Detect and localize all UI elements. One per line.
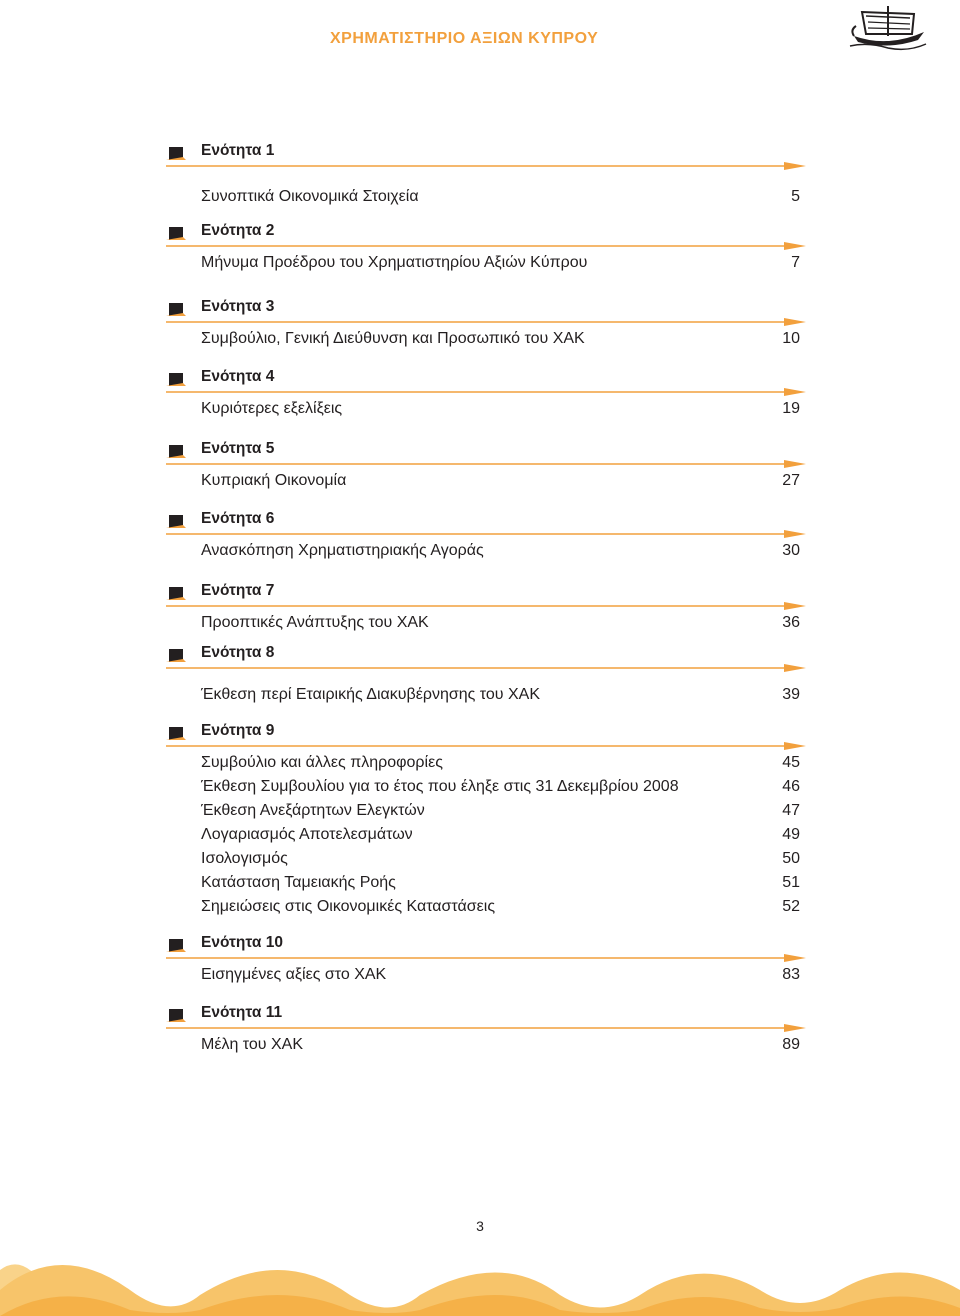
- entry-page-number: 7: [791, 254, 800, 271]
- page-number: 3: [476, 1218, 484, 1234]
- toc-entry[interactable]: [166, 252, 806, 276]
- entry-page-number: 52: [782, 898, 800, 915]
- entry-title: Συμβούλιο και άλλες πληροφορίες: [201, 754, 443, 771]
- arrow-divider-icon: [166, 530, 806, 538]
- entry-page-number: 10: [782, 330, 800, 347]
- square-bullet-icon: [166, 647, 186, 663]
- section-title: Ενότητα 2: [201, 222, 275, 239]
- entry-title: Προοπτικές Ανάπτυξης του ΧΑΚ: [201, 614, 429, 631]
- entry-page-number: 47: [782, 802, 800, 819]
- square-bullet-icon: [166, 145, 186, 161]
- entry-page-number: 45: [782, 754, 800, 771]
- entry-page-number: 51: [782, 874, 800, 891]
- section-title: Ενότητα 9: [201, 722, 275, 739]
- arrow-divider-icon: [166, 954, 806, 962]
- section-header: [166, 508, 806, 534]
- entry-title: Έκθεση Ανεξάρτητων Ελεγκτών: [201, 802, 425, 819]
- square-bullet-icon: [166, 301, 186, 317]
- square-bullet-icon: [166, 1007, 186, 1023]
- section-title: Ενότητα 10: [201, 934, 283, 951]
- arrow-divider-icon: [166, 742, 806, 750]
- entry-page-number: 36: [782, 614, 800, 631]
- arrow-divider-icon: [166, 1024, 806, 1032]
- square-bullet-icon: [166, 225, 186, 241]
- square-bullet-icon: [166, 585, 186, 601]
- toc-entry[interactable]: [166, 186, 806, 210]
- entry-title: Μήνυμα Προέδρου του Χρηματιστηρίου Αξιών Κύπρου: [201, 254, 588, 271]
- section-title: Ενότητα 5: [201, 440, 275, 457]
- toc-entry[interactable]: [166, 1034, 806, 1058]
- entry-title: Συνοπτικά Οικονομικά Στοιχεία: [201, 188, 419, 205]
- square-bullet-icon: [166, 443, 186, 459]
- toc-entry[interactable]: [166, 964, 806, 988]
- section-title: Ενότητα 1: [201, 142, 275, 159]
- entry-page-number: 19: [782, 400, 800, 417]
- entry-title: Ισολογισμός: [201, 850, 288, 867]
- arrow-divider-icon: [166, 242, 806, 250]
- wave-decoration: [0, 1250, 960, 1316]
- toc-section: [166, 220, 806, 276]
- section-title: Ενότητα 6: [201, 510, 275, 527]
- section-header: [166, 438, 806, 464]
- toc-entry[interactable]: [166, 684, 806, 708]
- toc-section: [166, 296, 806, 352]
- entry-title: Λογαριασμός Αποτελεσμάτων: [201, 826, 413, 843]
- toc-section: [166, 140, 806, 210]
- section-header: [166, 720, 806, 746]
- toc-entry[interactable]: [166, 776, 806, 800]
- section-header: [166, 932, 806, 958]
- entry-page-number: 46: [782, 778, 800, 795]
- section-header: [166, 140, 806, 166]
- toc-entry[interactable]: [166, 872, 806, 896]
- toc-section: [166, 580, 806, 636]
- toc-entry[interactable]: [166, 612, 806, 636]
- section-header: [166, 296, 806, 322]
- toc-entry[interactable]: [166, 848, 806, 872]
- toc-section: [166, 720, 806, 920]
- entry-page-number: 5: [791, 188, 800, 205]
- section-header: [166, 1002, 806, 1028]
- toc-section: [166, 366, 806, 422]
- entry-title: Κατάσταση Ταμειακής Ροής: [201, 874, 396, 891]
- section-header: [166, 366, 806, 392]
- toc-entry[interactable]: [166, 398, 806, 422]
- square-bullet-icon: [166, 371, 186, 387]
- arrow-divider-icon: [166, 162, 806, 170]
- entry-title: Μέλη του ΧΑΚ: [201, 1036, 304, 1053]
- section-title: Ενότητα 8: [201, 644, 275, 661]
- section-title: Ενότητα 7: [201, 582, 275, 599]
- entry-page-number: 27: [782, 472, 800, 489]
- toc-entry[interactable]: [166, 896, 806, 920]
- entry-title: Κυριότερες εξελίξεις: [201, 400, 343, 417]
- toc-entry[interactable]: [166, 752, 806, 776]
- entry-page-number: 50: [782, 850, 800, 867]
- entry-title: Συμβούλιο, Γενική Διεύθυνση και Προσωπικό του ΧΑΚ: [201, 330, 585, 347]
- toc-entry[interactable]: [166, 800, 806, 824]
- section-title: Ενότητα 3: [201, 298, 275, 315]
- entry-page-number: 89: [782, 1036, 800, 1053]
- section-title: Ενότητα 11: [201, 1004, 283, 1021]
- entry-page-number: 49: [782, 826, 800, 843]
- toc-section: [166, 642, 806, 708]
- arrow-divider-icon: [166, 318, 806, 326]
- entry-page-number: 30: [782, 542, 800, 559]
- square-bullet-icon: [166, 937, 186, 953]
- toc-section: [166, 438, 806, 494]
- section-header: [166, 580, 806, 606]
- entry-title: Εισηγμένες αξίες στο ΧΑΚ: [201, 966, 387, 983]
- toc-section: [166, 1002, 806, 1058]
- entry-title: Κυπριακή Οικονομία: [201, 472, 347, 489]
- section-title: Ενότητα 4: [201, 368, 275, 385]
- section-header: [166, 642, 806, 668]
- entry-title: Ανασκόπηση Χρηματιστηριακής Αγοράς: [201, 542, 484, 559]
- square-bullet-icon: [166, 725, 186, 741]
- arrow-divider-icon: [166, 602, 806, 610]
- ship-logo-icon: [848, 2, 928, 52]
- arrow-divider-icon: [166, 664, 806, 672]
- arrow-divider-icon: [166, 388, 806, 396]
- entry-page-number: 39: [782, 686, 800, 703]
- header-title: ΧΡΗΜΑΤΙΣΤΗΡΙΟ ΑΞΙΩΝ ΚΥΠΡΟΥ: [330, 30, 599, 47]
- entry-title: Έκθεση Συμβουλίου για το έτος που έληξε στις 31 Δεκεμβρίου 2008: [201, 778, 679, 795]
- entry-title: Σημειώσεις στις Οικονομικές Καταστάσεις: [201, 898, 496, 915]
- toc-section: [166, 932, 806, 988]
- arrow-divider-icon: [166, 460, 806, 468]
- section-header: [166, 220, 806, 246]
- toc-entry[interactable]: [166, 328, 806, 352]
- entry-title: Έκθεση περί Εταιρικής Διακυβέρνησης του ΧΑΚ: [201, 686, 540, 703]
- square-bullet-icon: [166, 513, 186, 529]
- toc-section: [166, 508, 806, 564]
- toc-entry[interactable]: [166, 540, 806, 564]
- entry-page-number: 83: [782, 966, 800, 983]
- toc-entry[interactable]: [166, 824, 806, 848]
- toc-entry[interactable]: [166, 470, 806, 494]
